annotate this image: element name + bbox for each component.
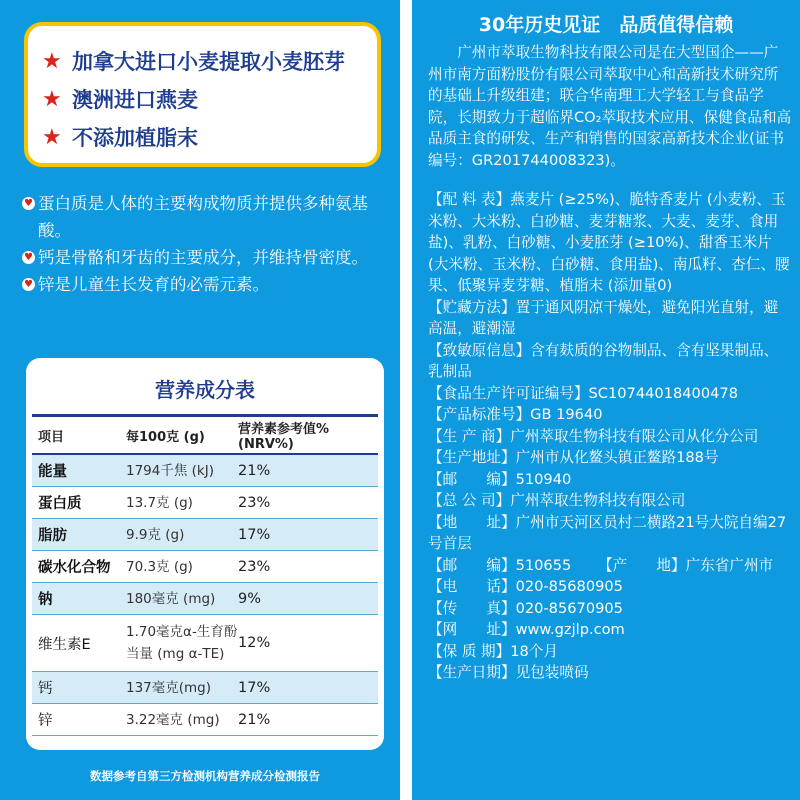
license-number: 【食品生产许可证编号】SC10744018400478 bbox=[428, 384, 738, 402]
origin: 【产 地】广东省广州市 bbox=[598, 556, 774, 574]
right-title: 30年历史见证 品质值得信赖 bbox=[478, 14, 734, 36]
storage: 【贮藏方法】置于通风阴凉干燥处，避免阳光直射，避高温，避潮湿 bbox=[428, 298, 779, 337]
heart-icon: ♥ bbox=[22, 197, 35, 210]
header-item: 项目 bbox=[38, 429, 65, 445]
hq-address: 【地 址】广州市天河区员村二横路21号大院自编27号首层 bbox=[428, 513, 787, 552]
table-row: 锌 3.22毫克 (mg) 21% bbox=[32, 704, 378, 736]
benefits-list bbox=[24, 190, 396, 298]
allergen: 【致敏原信息】含有麸质的谷物制品、含有坚果制品、乳制品 bbox=[428, 341, 779, 380]
benefit-item: ♥ 钙是骨骼和牙齿的主要成分，并维持骨密度。 bbox=[24, 244, 396, 271]
star-icon: ★ bbox=[42, 48, 62, 74]
hq-postcode: 【邮 编】510655 bbox=[428, 556, 572, 574]
table-row: 碳水化合物 70.3克 (g) 23% bbox=[32, 551, 378, 583]
shelf-life: 【保 质 期】18个月 bbox=[428, 642, 559, 660]
table-row: 能量 1794千焦 (kJ) 21% bbox=[32, 455, 378, 487]
company-intro: 广州市萃取生物科技有限公司是在大型国企——广州市南方面粉股份有限公司萃取中心和高新技术研究所的基础上升级组建；联合华南理工大学轻工与食品学院，长期致力于超临界CO₂萃取技术应用、保健食品和高品质主食的研发、生产和销售的国家高新技术企业(证书编号：GR201744008323)。 bbox=[428, 44, 792, 169]
right-panel bbox=[412, 0, 800, 800]
production-date: 【生产日期】见包装喷码 bbox=[428, 664, 589, 681]
producer: 【生 产 商】广州萃取生物科技有限公司从化分公司 bbox=[428, 427, 759, 445]
nutrition-title: 营养成分表 bbox=[155, 378, 255, 402]
table-row: 钙 137毫克(mg) 17% bbox=[32, 672, 378, 704]
highlight-item: ★ 不添加植脂末 bbox=[42, 124, 198, 150]
phone: 【电 话】020-85680905 bbox=[428, 578, 623, 595]
star-icon: ★ bbox=[42, 124, 62, 150]
table-row: 脂肪 9.9克 (g) 17% bbox=[32, 519, 378, 551]
production-address: 【生产地址】广州市从化鳌头镇正鳌路188号 bbox=[428, 449, 719, 466]
company-info bbox=[428, 42, 792, 684]
table-row: 钠 180毫克 (mg) 9% bbox=[32, 583, 378, 615]
postcode: 【邮 编】510940 bbox=[428, 470, 572, 488]
table-row: 蛋白质 13.7克 (g) 23% bbox=[32, 487, 378, 519]
highlight-item: ★ 澳洲进口燕麦 bbox=[42, 86, 198, 112]
product-standard: 【产品标准号】GB 19640 bbox=[428, 406, 603, 423]
heart-icon: ♥ bbox=[22, 251, 35, 264]
header-per100: 每100克 (g) bbox=[126, 429, 205, 445]
nutrition-table bbox=[26, 358, 384, 750]
table-row: 维生素E 1.70毫克α-生育酚当量 (mg α-TE) 12% bbox=[32, 615, 378, 672]
panel-divider bbox=[400, 0, 412, 800]
headquarters: 【总 公 司】广州萃取生物科技有限公司 bbox=[428, 492, 686, 509]
benefit-item: ♥ 锌是儿童生长发育的必需元素。 bbox=[24, 271, 396, 298]
highlights-box bbox=[24, 22, 381, 167]
highlight-item: ★ 加拿大进口小麦提取小麦胚芽 bbox=[42, 48, 345, 74]
ingredients: 【配 料 表】燕麦片 (≥25%)、脆特香麦片 (小麦粉、玉米粉、大米粉、白砂糖、麦芽糖浆、大麦、麦芽、食用盐)、乳粉、白砂糖、小麦胚芽 (≥10%)、甜香玉米片 (大米粉、玉米粉、白砂糖、食用盐)、南瓜籽、杏仁、腰果、低聚异麦芽糖、植脂末 (添加量0) bbox=[428, 191, 790, 294]
fax: 【传 真】020-85670905 bbox=[428, 599, 623, 617]
nutrition-header-row bbox=[32, 414, 378, 455]
benefit-item: ♥ 蛋白质是人体的主要构成物质并提供多种氨基酸。 bbox=[24, 190, 396, 244]
header-nrv: 营养素参考值% (NRV%) bbox=[238, 422, 330, 452]
postcode-origin-row bbox=[428, 555, 792, 577]
website: 【网 址】www.gzjlp.com bbox=[428, 621, 625, 638]
star-icon: ★ bbox=[42, 86, 62, 112]
heart-icon: ♥ bbox=[22, 278, 35, 291]
nutrition-footnote: 数据参考自第三方检测机构营养成分检测报告 bbox=[90, 769, 320, 783]
